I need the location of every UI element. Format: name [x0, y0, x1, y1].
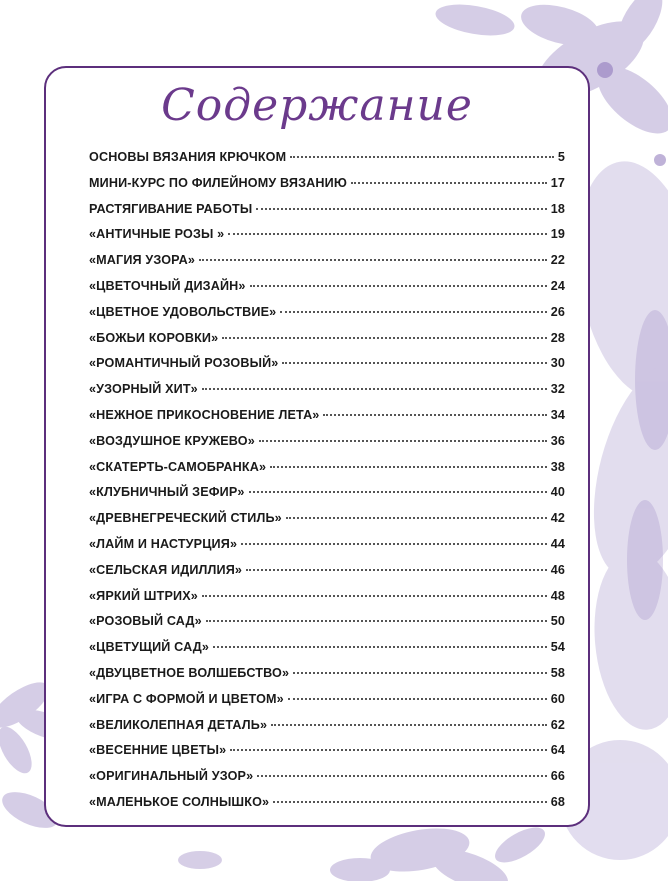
toc-entry-title: «РОМАНТИЧНЫЙ РОЗОВЫЙ»	[89, 356, 279, 371]
toc-entry[interactable]	[89, 460, 565, 486]
toc-page-number: 42	[550, 511, 565, 526]
toc-page-number: 62	[550, 717, 565, 732]
toc-entry-title: «АНТИЧНЫЕ РОЗЫ »	[89, 227, 225, 242]
toc-dot-leader	[250, 285, 547, 287]
toc-page-number: 30	[550, 356, 565, 371]
toc-page-number: 64	[550, 743, 565, 758]
toc-entry-title: РАСТЯГИВАНИЕ РАБОТЫ	[89, 201, 253, 216]
toc-page-number: 26	[550, 304, 565, 319]
toc-entry-title: «МАГИЯ УЗОРА»	[89, 253, 196, 268]
toc-entry[interactable]	[89, 485, 565, 511]
toc-entry[interactable]	[89, 769, 565, 795]
toc-page-number: 54	[550, 640, 565, 655]
toc-dot-leader	[286, 517, 547, 519]
toc-entry-title: «ЦВЕТНОЕ УДОВОЛЬСТВИЕ»	[89, 304, 277, 319]
toc-entry-title: «РОЗОВЫЙ САД»	[89, 614, 202, 629]
toc-page-number: 22	[550, 253, 565, 268]
toc-entry[interactable]	[89, 150, 565, 176]
toc-entry-title: «ЦВЕТУЩИЙ САД»	[89, 640, 210, 655]
toc-entry-title: «МАЛЕНЬКОЕ СОЛНЫШКО»	[89, 794, 270, 809]
toc-dot-leader	[241, 543, 547, 545]
toc-dot-leader	[202, 388, 547, 390]
toc-page-number: 24	[550, 278, 565, 293]
flower-decoration-bottom	[178, 821, 550, 881]
toc-dot-leader	[280, 311, 546, 313]
contents-frame	[44, 66, 590, 827]
toc-entry-title: «НЕЖНОЕ ПРИКОСНОВЕНИЕ ЛЕТА»	[89, 407, 320, 422]
toc-dot-leader	[273, 801, 547, 803]
toc-page-number: 5	[557, 150, 565, 164]
toc-dot-leader	[202, 595, 547, 597]
toc-entry[interactable]	[89, 356, 565, 382]
toc-entry-title: «ДРЕВНЕГРЕЧЕСКИЙ СТИЛЬ»	[89, 511, 282, 526]
toc-entry[interactable]	[89, 227, 565, 253]
toc-dot-leader	[282, 362, 546, 364]
toc-page-number: 48	[550, 588, 565, 603]
toc-page-number: 60	[550, 691, 565, 706]
toc-page-number: 34	[550, 407, 565, 422]
toc-dot-leader	[199, 259, 547, 261]
toc-entry-title: «ВЕЛИКОЛЕПНАЯ ДЕТАЛЬ»	[89, 717, 268, 732]
toc-entry-title: «СЕЛЬСКАЯ ИДИЛЛИЯ»	[89, 562, 243, 577]
toc-page-number: 32	[550, 382, 565, 397]
toc-dot-leader	[290, 156, 554, 158]
toc-dot-leader	[271, 724, 547, 726]
toc-entry-title: ОСНОВЫ ВЯЗАНИЯ КРЮЧКОМ	[89, 150, 287, 164]
toc-entry[interactable]	[89, 331, 565, 357]
table-of-contents	[89, 150, 565, 821]
toc-dot-leader	[323, 414, 546, 416]
toc-entry[interactable]	[89, 795, 565, 821]
toc-entry[interactable]	[89, 614, 565, 640]
toc-dot-leader	[293, 672, 547, 674]
toc-dot-leader	[206, 620, 547, 622]
toc-entry[interactable]	[89, 382, 565, 408]
toc-entry[interactable]	[89, 253, 565, 279]
toc-entry[interactable]	[89, 305, 565, 331]
toc-entry[interactable]	[89, 666, 565, 692]
toc-dot-leader	[257, 775, 546, 777]
toc-entry[interactable]	[89, 743, 565, 769]
toc-entry-title: «ОРИГИНАЛЬНЫЙ УЗОР»	[89, 769, 254, 784]
toc-dot-leader	[256, 208, 546, 210]
toc-entry[interactable]	[89, 589, 565, 615]
toc-entry-title: МИНИ-КУРС ПО ФИЛЕЙНОМУ ВЯЗАНИЮ	[89, 175, 347, 190]
toc-dot-leader	[228, 233, 546, 235]
toc-page-number: 38	[550, 459, 565, 474]
toc-entry-title: «ДВУЦВЕТНОЕ ВОЛШЕБСТВО»	[89, 665, 290, 680]
toc-entry-title: «ИГРА С ФОРМОЙ И ЦВЕТОМ»	[89, 691, 284, 706]
toc-entry-title: «ЦВЕТОЧНЫЙ ДИЗАЙН»	[89, 278, 246, 293]
toc-entry-title: «ЛАЙМ И НАСТУРЦИЯ»	[89, 536, 238, 551]
toc-entry[interactable]	[89, 640, 565, 666]
toc-entry[interactable]	[89, 692, 565, 718]
toc-entry[interactable]	[89, 202, 565, 228]
toc-page-number: 50	[550, 614, 565, 629]
toc-page-number: 58	[550, 665, 565, 680]
toc-entry[interactable]	[89, 718, 565, 744]
toc-page-number: 68	[550, 794, 565, 809]
toc-entry-title: «СКАТЕРТЬ-САМОБРАНКА»	[89, 459, 267, 474]
toc-entry-title: «ВОЗДУШНОЕ КРУЖЕВО»	[89, 433, 255, 448]
page-title: Содержание	[161, 80, 473, 131]
toc-page-number: 44	[550, 536, 565, 551]
toc-dot-leader	[213, 646, 547, 648]
toc-entry-title: «БОЖЬИ КОРОВКИ»	[89, 330, 219, 345]
toc-page-number: 40	[550, 485, 565, 500]
toc-entry-title: «КЛУБНИЧНЫЙ ЗЕФИР»	[89, 485, 245, 500]
toc-entry[interactable]	[89, 511, 565, 537]
toc-entry-title: «ЯРКИЙ ШТРИХ»	[89, 588, 198, 603]
toc-page-number: 36	[550, 433, 565, 448]
toc-entry[interactable]	[89, 279, 565, 305]
toc-page-number: 46	[550, 562, 565, 577]
toc-entry[interactable]	[89, 537, 565, 563]
toc-dot-leader	[288, 698, 547, 700]
toc-entry[interactable]	[89, 563, 565, 589]
toc-dot-leader	[249, 491, 547, 493]
toc-page-number: 28	[550, 330, 565, 345]
toc-entry[interactable]	[89, 408, 565, 434]
toc-page-number: 19	[550, 227, 565, 242]
toc-dot-leader	[270, 466, 547, 468]
toc-entry-title: «ВЕСЕННИЕ ЦВЕТЫ»	[89, 743, 227, 758]
toc-entry[interactable]	[89, 176, 565, 202]
toc-dot-leader	[230, 749, 546, 751]
toc-page-number: 18	[550, 201, 565, 216]
toc-page-number: 66	[550, 769, 565, 784]
toc-entry[interactable]	[89, 434, 565, 460]
toc-dot-leader	[246, 569, 547, 571]
toc-dot-leader	[259, 440, 547, 442]
toc-dot-leader	[222, 337, 546, 339]
toc-entry-title: «УЗОРНЫЙ ХИТ»	[89, 382, 198, 397]
toc-page-number: 17	[550, 175, 565, 190]
toc-dot-leader	[351, 182, 547, 184]
